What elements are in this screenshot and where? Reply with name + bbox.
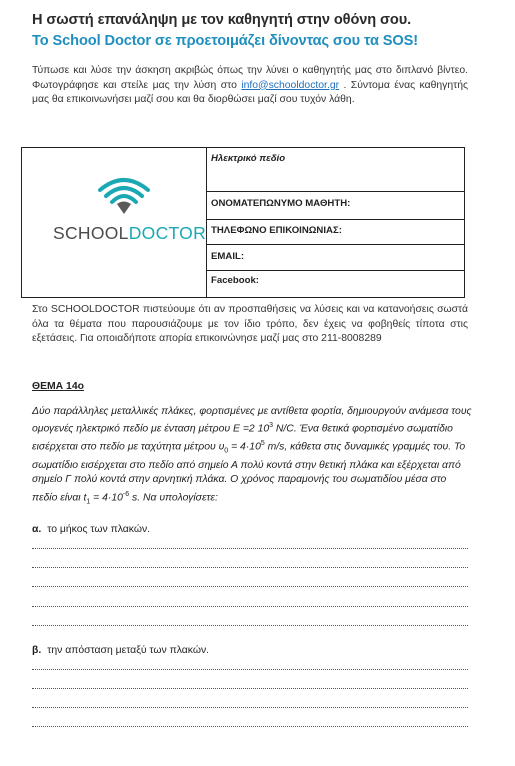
- email-link[interactable]: info@schooldoctor.gr: [241, 79, 340, 91]
- answer-line[interactable]: [32, 586, 468, 587]
- answer-line[interactable]: [32, 707, 468, 708]
- logo-cell: [22, 148, 207, 297]
- answer-line[interactable]: [32, 625, 468, 626]
- logo-wordmark: SCHOOLDOCTOR: [53, 223, 207, 243]
- answer-line[interactable]: [32, 688, 468, 689]
- email-field: EMAIL:: [206, 245, 464, 271]
- answer-line[interactable]: [32, 606, 468, 607]
- question-a: α. το μήκος των πλακών.: [32, 524, 151, 535]
- info-paragraph: Στο SCHOOLDOCTOR πιστεύουμε ότι αν προσπαθήσεις να λύσεις και να κατανοήσεις σωστά όλα τα θέματα που παρουσιάζουμε με τον ίδιο τρόπο, δεν έχεις να φοβηθείς τίποτα στις εξετάσεις. Για οποιαδήποτε απορία επικοινώνησε μαζί μας στο 211-8008289: [32, 304, 468, 345]
- exercise-title: ΘΕΜΑ 14ο: [32, 381, 84, 392]
- student-info-table: [21, 147, 465, 298]
- answer-line[interactable]: [32, 726, 468, 727]
- header-title: Η σωστή επανάληψη με τον καθηγητή στην οθόνη σου.: [32, 12, 412, 28]
- topic-field: Ηλεκτρικό πεδίο: [206, 148, 464, 192]
- answer-line[interactable]: [32, 548, 468, 549]
- phone-field: ΤΗΛΕΦΩΝΟ ΕΠΙΚΟΙΝΩΝΙΑΣ:: [206, 220, 464, 245]
- header-subtitle: Το School Doctor σε προετοιμάζει δίνοντας σου τα SOS!: [32, 33, 419, 49]
- student-name-field: ΟΝΟΜΑΤΕΠΩΝΥΜΟ ΜΑΘΗΤΗ:: [206, 192, 464, 220]
- answer-line[interactable]: [32, 567, 468, 568]
- question-b: β. την απόσταση μεταξύ των πλακών.: [32, 645, 210, 656]
- problem-statement: Δύο παράλληλες μεταλλικές πλάκες, φορτισμένες με αντίθετα φορτία, δημιουργούν ανάμεσα τους ομογενές ηλεκτρικό πεδίο με ένταση μέτρου Ε =2 $10^3$ N/C. Ένα θετικά φορτισμένο σωματίδιο εισέρχεται στο πεδίο με ταχύτητα μέτρου $\upsilon_0 = 4\cdot 10^5$ m/s, κάθετα στις δυναμικές γραμμές του. Το σωματίδιο εισέρχεται στο πεδίο από σημείο Α πολύ κοντά στην θετική πλάκα και εξέρχεται από σημείο Γ πολύ κοντά στην αρνητική πλάκα. Ο χρόνος παραμονής του σωματιδίου μέσα στο πεδίο είναι $t_1 = 4\cdot 10^{-6}$ s. Να υπολογίσετε:: [32, 406, 472, 506]
- answer-line[interactable]: [32, 669, 468, 670]
- facebook-field: Facebook:: [211, 275, 259, 286]
- intro-paragraph: Τύπωσε και λύσε την άσκηση ακριβώς όπως την λύνει ο καθηγητής μας στο διπλανό βίντεο. Φωτογράφησε και στείλε μας την λύση στο info@schooldoctor.gr . Σύντομα ένας καθηγητής μας θα επικοινωνήσει μαζί σου και θα διορθώσει μαζί σου τυχόν λάθη.: [32, 65, 468, 106]
- wifi-logo-icon: [96, 176, 152, 216]
